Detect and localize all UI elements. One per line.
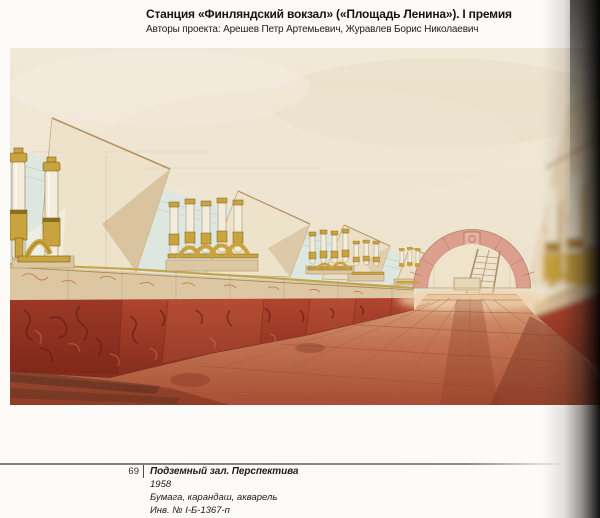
- caption-separator: [143, 465, 144, 478]
- plate-title: Станция «Финляндский вокзал» («Площадь Ленина»). I премия: [146, 7, 512, 21]
- caption-year: 1958: [150, 479, 172, 490]
- artwork-figure: [10, 48, 600, 405]
- caption-medium: Бумага, карандаш, акварель: [150, 492, 278, 503]
- caption-block: [150, 465, 298, 517]
- caption-title: Подземный зал. Перспектива: [150, 466, 299, 477]
- plate-header: [146, 8, 512, 35]
- plate-authors: Авторы проекта: Арешев Петр Артемьевич, Журавлев Борис Николаевич: [146, 24, 479, 35]
- caption-number: 69: [128, 466, 139, 477]
- artwork-painting: [10, 48, 600, 405]
- caption-inventory: Инв. № I-Б-1367-п: [150, 505, 230, 516]
